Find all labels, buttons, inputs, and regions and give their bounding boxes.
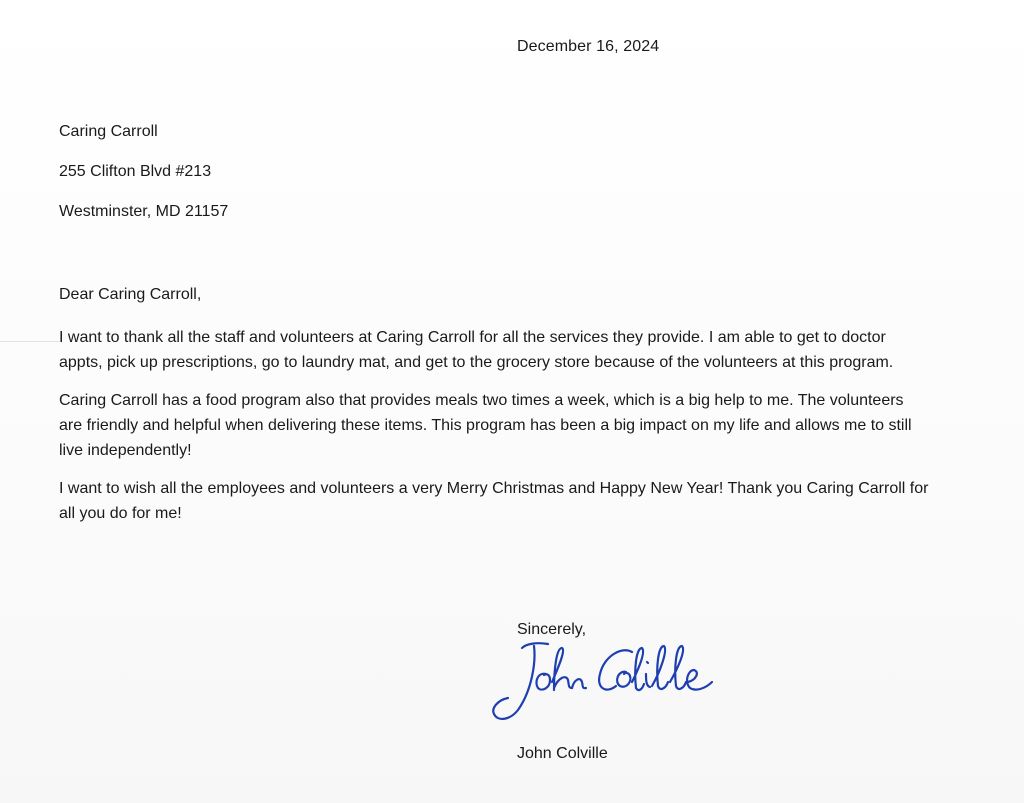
recipient-address (59, 122, 228, 242)
closing: Sincerely, (517, 621, 587, 638)
paragraph-2: Caring Carroll has a food program also that provides meals two times a week, which is a big help to me. The volunteers are friendly and helpful when delivering these items. This program has been a big impact on my life and allows me to still live independently! (59, 392, 912, 459)
recipient-street: 255 Clifton Blvd #213 (59, 163, 212, 180)
letter-body (59, 325, 929, 539)
paragraph-3: I want to wish all the employees and volunteers a very Merry Christmas and Happy New Year! Thank you Caring Carroll for all you do for me! (59, 480, 929, 522)
fold-line (0, 341, 60, 342)
paragraph-1: I want to thank all the staff and volunteers at Caring Carroll for all the services they provide. I am able to get to doctor appts, pick up prescriptions, go to laundry mat, and get to the grocery store because of the volunteers at this program. (59, 329, 894, 371)
salutation: Dear Caring Carroll, (59, 286, 202, 303)
recipient-city-state-zip: Westminster, MD 21157 (59, 203, 229, 220)
recipient-name: Caring Carroll (59, 123, 158, 140)
signer-name: John Colville (517, 745, 608, 762)
handwritten-signature (486, 632, 766, 727)
letter-date: December 16, 2024 (517, 38, 660, 55)
